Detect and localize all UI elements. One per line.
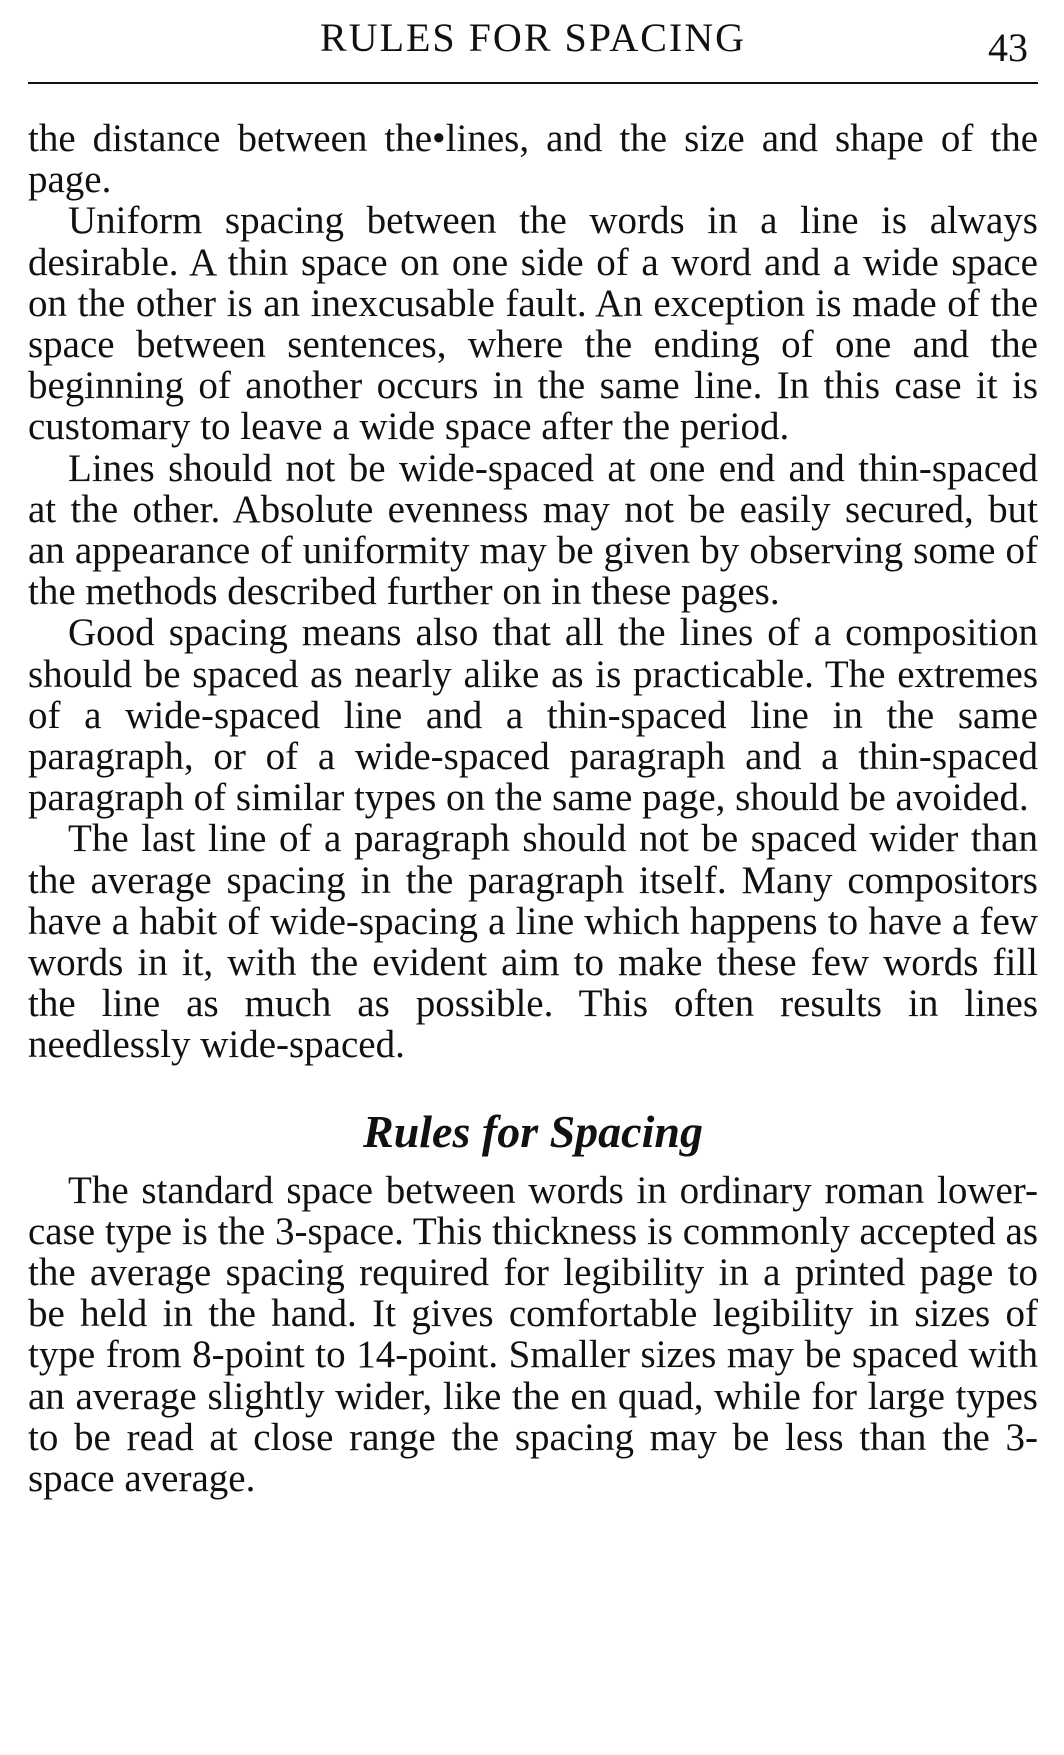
paragraph-line-evenness: Lines should not be wide-spaced at one end and thin-spaced at the other. Absolute evenness may not be easily secured, but an appearance of uniformity may be given by observing some of the methods described further on in these pages. (28, 446, 1038, 614)
page-number: 43 (988, 25, 1028, 70)
running-head (28, 14, 1038, 74)
paragraph-continued: the distance between the•lines, and the size and shape of the page. (28, 117, 1038, 202)
running-title: RULES FOR SPACING (320, 15, 746, 60)
paragraph-last-line: The last line of a paragraph should not be spaced wider than the average spacing in the paragraph itself. Many compositors have a habit of wide-spacing a line which happens to have a few words in it, with the evident aim to make these few words fill the line as much as possible. This often results in lines needlessly wide-spaced. (28, 817, 1038, 1067)
paragraph-good-spacing: Good spacing means also that all the lines of a composition should be spaced as nearly alike as is practicable. The extremes of a wide-spaced line and a thin-spaced line in the same paragraph, or of a wide-spaced paragraph and a thin-spaced paragraph of similar types on the same page, should be avoided. (28, 611, 1038, 820)
section-heading: Rules for Spacing (363, 1105, 703, 1157)
paragraph-uniform-spacing: Uniform spacing between the words in a line is always desirable. A thin space on one side of a word and a wide space on the other is an inexcusable fault. An exception is made of the space between sentences, where the ending of one and the beginning of another occurs in the same line. In this case it is customary to leave a wide space after the period. (28, 199, 1038, 449)
body-text (28, 118, 1038, 1499)
header-rule (28, 82, 1038, 84)
paragraph-standard-space: The standard space between words in ordinary roman lower-case type is the 3-space. This thickness is commonly accepted as the average spacing required for legibility in a printed page to be held in the hand. It gives comfortable legibility in sizes of type from 8-point to 14-point. Smaller sizes may be spaced with an average slightly wider, like the en quad, while for large types to be read at close range the spacing may be less than the 3-space average. (28, 1168, 1038, 1501)
